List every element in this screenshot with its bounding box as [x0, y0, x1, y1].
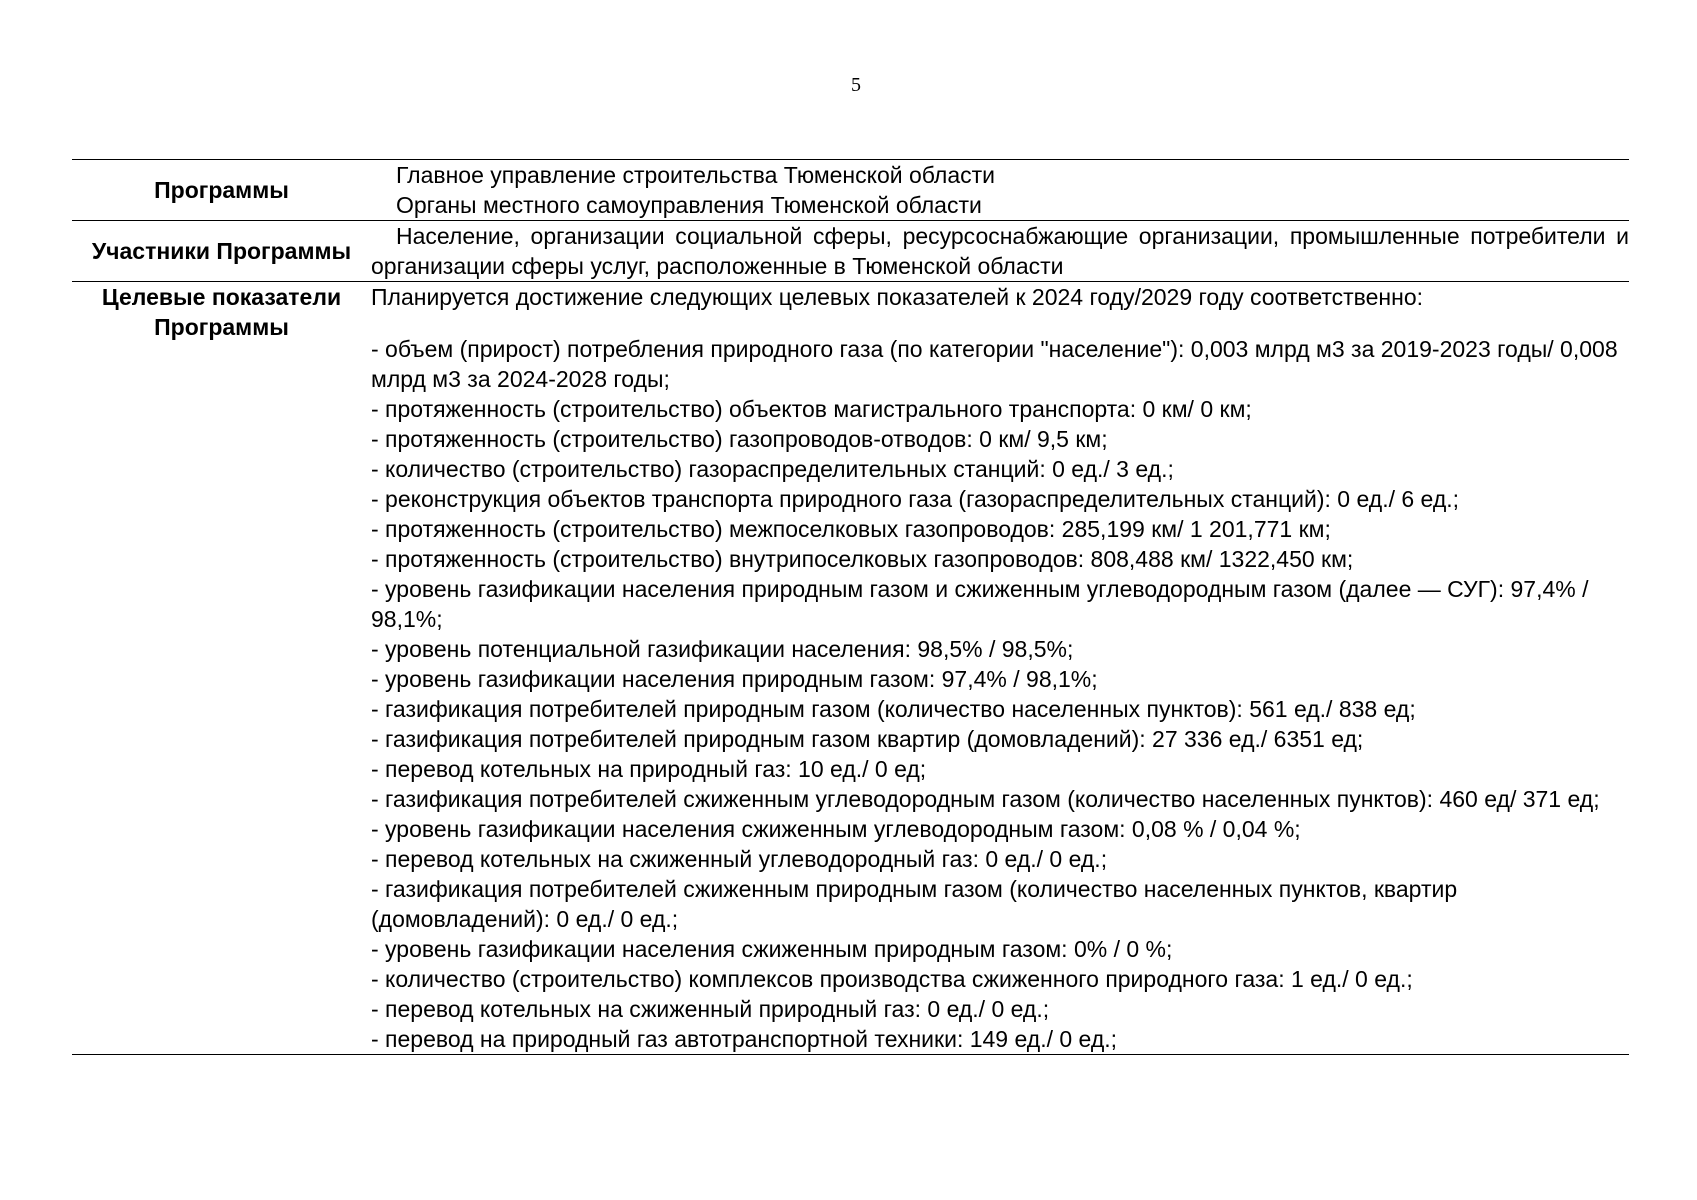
row-content-targets [371, 282, 1629, 1055]
table-row-participants [72, 221, 1629, 282]
target-indicator-item: - газификация потребителей сжиженным природным газом (количество населенных пунктов, квартир (домовладений): 0 ед./ 0 ед.; [371, 876, 1458, 932]
row-label-targets [72, 282, 371, 1055]
target-indicator-item: - реконструкция объектов транспорта природного газа (газораспределительных станций): 0 ед./ 6 ед.; [371, 486, 1460, 512]
row-content-participants [371, 221, 1629, 282]
target-indicator-item: - протяженность (строительство) газопроводов-отводов: 0 км/ 9,5 км; [371, 426, 1108, 452]
targets-label-line-2: Программы [154, 314, 289, 340]
target-indicator-item: - количество (строительство) газораспределительных станций: 0 ед./ 3 ед.; [371, 456, 1174, 482]
target-indicator-item: - объем (прирост) потребления природного газа (по категории "население"): 0,003 млрд м3 за 2019-2023 годы/ 0,008 млрд м3 за 2024-2028 годы; [371, 336, 1618, 392]
target-indicator-item: - перевод на природный газ автотранспортной техники: 149 ед./ 0 ед.; [371, 1026, 1118, 1052]
target-indicator-item: - уровень газификации населения природным газом и сжиженным углеводородным газом (далее — СУГ): 97,4% / 98,1%; [371, 576, 1589, 632]
row-label-participants: Участники Программы [91, 238, 352, 264]
participants-text: Население, организации социальной сферы, ресурсоснабжающие организации, промышленные потребители и организации сферы услуг, расположенные в Тюменской области [371, 223, 1629, 279]
row-label-programs: Программы [72, 160, 371, 221]
target-indicator-item: - протяженность (строительство) межпоселковых газопроводов: 285,199 км/ 1 201,771 км; [371, 516, 1331, 542]
target-indicator-item: - уровень газификации населения сжиженным углеводородным газом: 0,08 % / 0,04 %; [371, 816, 1301, 842]
table-row-programs [72, 160, 1629, 221]
targets-list [371, 334, 1629, 1054]
target-indicator-item: - уровень потенциальной газификации населения: 98,5% / 98,5%; [371, 636, 1074, 662]
program-passport-table [72, 159, 1629, 1055]
programs-line-1: Главное управление строительства Тюменской области [396, 162, 995, 188]
targets-intro: Планируется достижение следующих целевых показателей к 2024 году/2029 году соответственно: [371, 284, 1424, 310]
target-indicator-item: - уровень газификации населения природным газом: 97,4% / 98,1%; [371, 666, 1098, 692]
target-indicator-item: - протяженность (строительство) внутрипоселковых газопроводов: 808,488 км/ 1322,450 км; [371, 546, 1354, 572]
target-indicator-item: - перевод котельных на природный газ: 10 ед./ 0 ед; [371, 756, 927, 782]
targets-label-line-1: Целевые показатели [101, 284, 342, 310]
page-number: 5 [851, 74, 861, 96]
target-indicator-item: - перевод котельных на сжиженный природный газ: 0 ед./ 0 ед.; [371, 996, 1050, 1022]
target-indicator-item: - количество (строительство) комплексов производства сжиженного природного газа: 1 ед./ 0 ед.; [371, 966, 1413, 992]
target-indicator-item: - газификация потребителей природным газом квартир (домовладений): 27 336 ед./ 6351 ед; [371, 726, 1364, 752]
target-indicator-item: - перевод котельных на сжиженный углеводородный газ: 0 ед./ 0 ед.; [371, 846, 1108, 872]
target-indicator-item: - газификация потребителей природным газом (количество населенных пунктов): 561 ед./ 838 ед; [371, 696, 1416, 722]
programs-line-2: Органы местного самоуправления Тюменской области [396, 192, 982, 218]
target-indicator-item: - газификация потребителей сжиженным углеводородным газом (количество населенных пунктов): 460 ед/ 371 ед; [371, 786, 1600, 812]
target-indicator-item: - протяженность (строительство) объектов магистрального транспорта: 0 км/ 0 км; [371, 396, 1252, 422]
target-indicator-item: - уровень газификации населения сжиженным природным газом: 0% / 0 %; [371, 936, 1173, 962]
row-content-programs [371, 160, 1629, 221]
table-row-targets [72, 282, 1629, 1055]
